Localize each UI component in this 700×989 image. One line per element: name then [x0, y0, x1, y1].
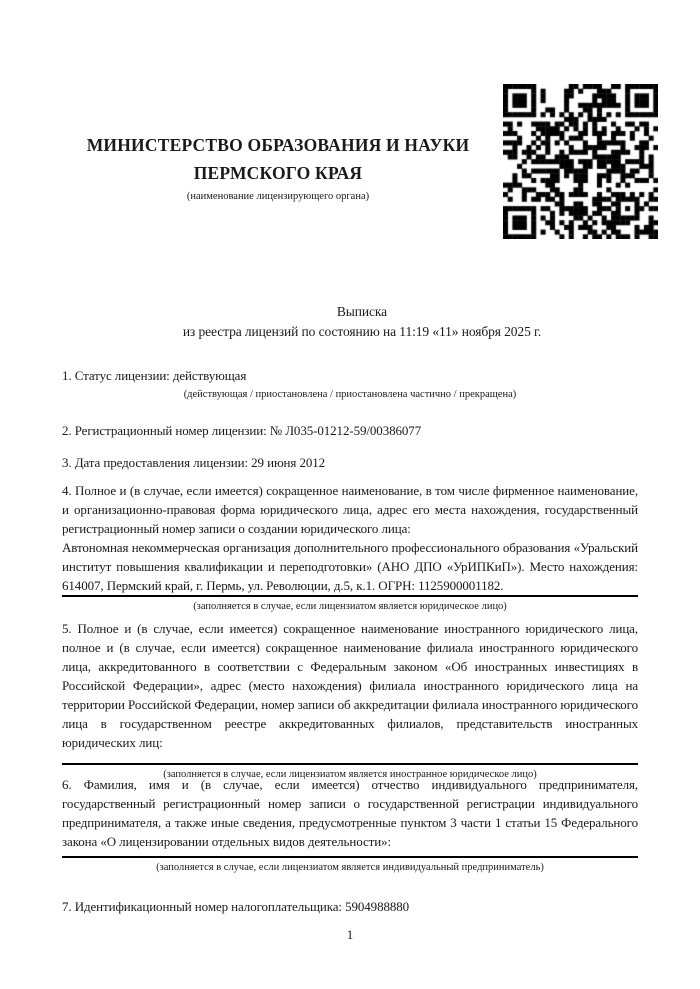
license-status-text: 1. Статус лицензии: действующая [62, 368, 247, 383]
foreign-legal-entity-note: (заполняется в случае, если лицензиатом является иностранное юридическое лицо) [163, 769, 537, 780]
item-registration-number [62, 421, 638, 440]
legal-entity-note: (заполняется в случае, если лицензиатом является юридическое лицо) [193, 601, 507, 612]
registration-number-text: 2. Регистрационный номер лицензии: № Л035-01212-59/00386077 [62, 423, 422, 438]
individual-entrepreneur-label: 6. Фамилия, имя и (в случае, если имеется) отчество индивидуального предпринимателя, государственный регистрационный номер записи о государственной регистрации индивидуального предпринимателя, а также иные сведения, предусмотренные пунктом 3 части 1 статьи 15 Федерального закона «О лицензировании отдельных видов деятельности»: [62, 777, 638, 849]
license-grant-date-text: 3. Дата предоставления лицензии: 29 июня 2012 [62, 455, 326, 470]
document-title-line1: Выписка [336, 304, 388, 319]
fill-line [62, 595, 638, 597]
fill-line [62, 856, 638, 858]
legal-entity-label: 4. Полное и (в случае, если имеется) сокращенное наименование, в том числе фирменное наименование, и организационно-правовая форма юридического лица, адрес его места нахождения, государственный регистрационный номер записи о создании юридического лица: [62, 483, 638, 536]
blank-value-space [62, 752, 638, 763]
taxpayer-number-text: 7. Идентификационный номер налогоплательщика: 5904988880 [62, 899, 410, 914]
license-status-note: (действующая / приостановлена / приостановлена частично / прекращена) [183, 389, 517, 400]
item-license-grant-date [62, 453, 638, 472]
item-license-status [62, 366, 638, 401]
ministry-name [62, 131, 494, 187]
item-legal-entity [62, 481, 638, 613]
page-number: 1 [346, 927, 354, 942]
item-individual-entrepreneur [62, 775, 638, 874]
ministry-name-line1: МИНИСТЕРСТВО ОБРАЗОВАНИЯ И НАУКИ [86, 135, 470, 155]
foreign-legal-entity-label: 5. Полное и (в случае, если имеется) сокращенное наименование иностранного юридического лица, полное и (в случае, если имеется) сокращенное наименование филиала иностранного юридического лица, аккредитованного в соответствии с Федеральным законом «Об иностранных инвестициях в Российской Федерации», адрес (место нахождения) филиала иностранного юридического лица на территории Российской Федерации, номер записи об аккредитации филиала иностранного юридического лица в государственном реестре аккредитованных филиалов, представительств иностранных юридических лиц: [62, 621, 638, 750]
ministry-name-line2: ПЕРМСКОГО КРАЯ [193, 163, 363, 183]
ministry-header [62, 131, 494, 203]
licensing-authority-caption: (наименование лицензирующего органа) [186, 191, 370, 202]
document-title-line2: из реестра лицензий по состоянию на 11:19 «11» ноября 2025 г. [182, 324, 542, 339]
fill-line [62, 763, 638, 765]
item-taxpayer-number [62, 897, 638, 916]
item-foreign-legal-entity [62, 619, 638, 781]
document-title [62, 302, 662, 342]
legal-entity-value: Автономная некоммерческая организация дополнительного профессионального образования «Уральский институт повышения квалификации и переподготовки» (АНО ДПО «УрИПКиП»). Место нахождения: 614007, Пермский край, г. Пермь, ул. Революции, д.5, к.1. ОГРН: 1125900001182. [62, 540, 638, 593]
individual-entrepreneur-note: (заполняется в случае, если лицензиатом является индивидуальный предприниматель) [156, 862, 544, 873]
qr-code [503, 84, 658, 239]
